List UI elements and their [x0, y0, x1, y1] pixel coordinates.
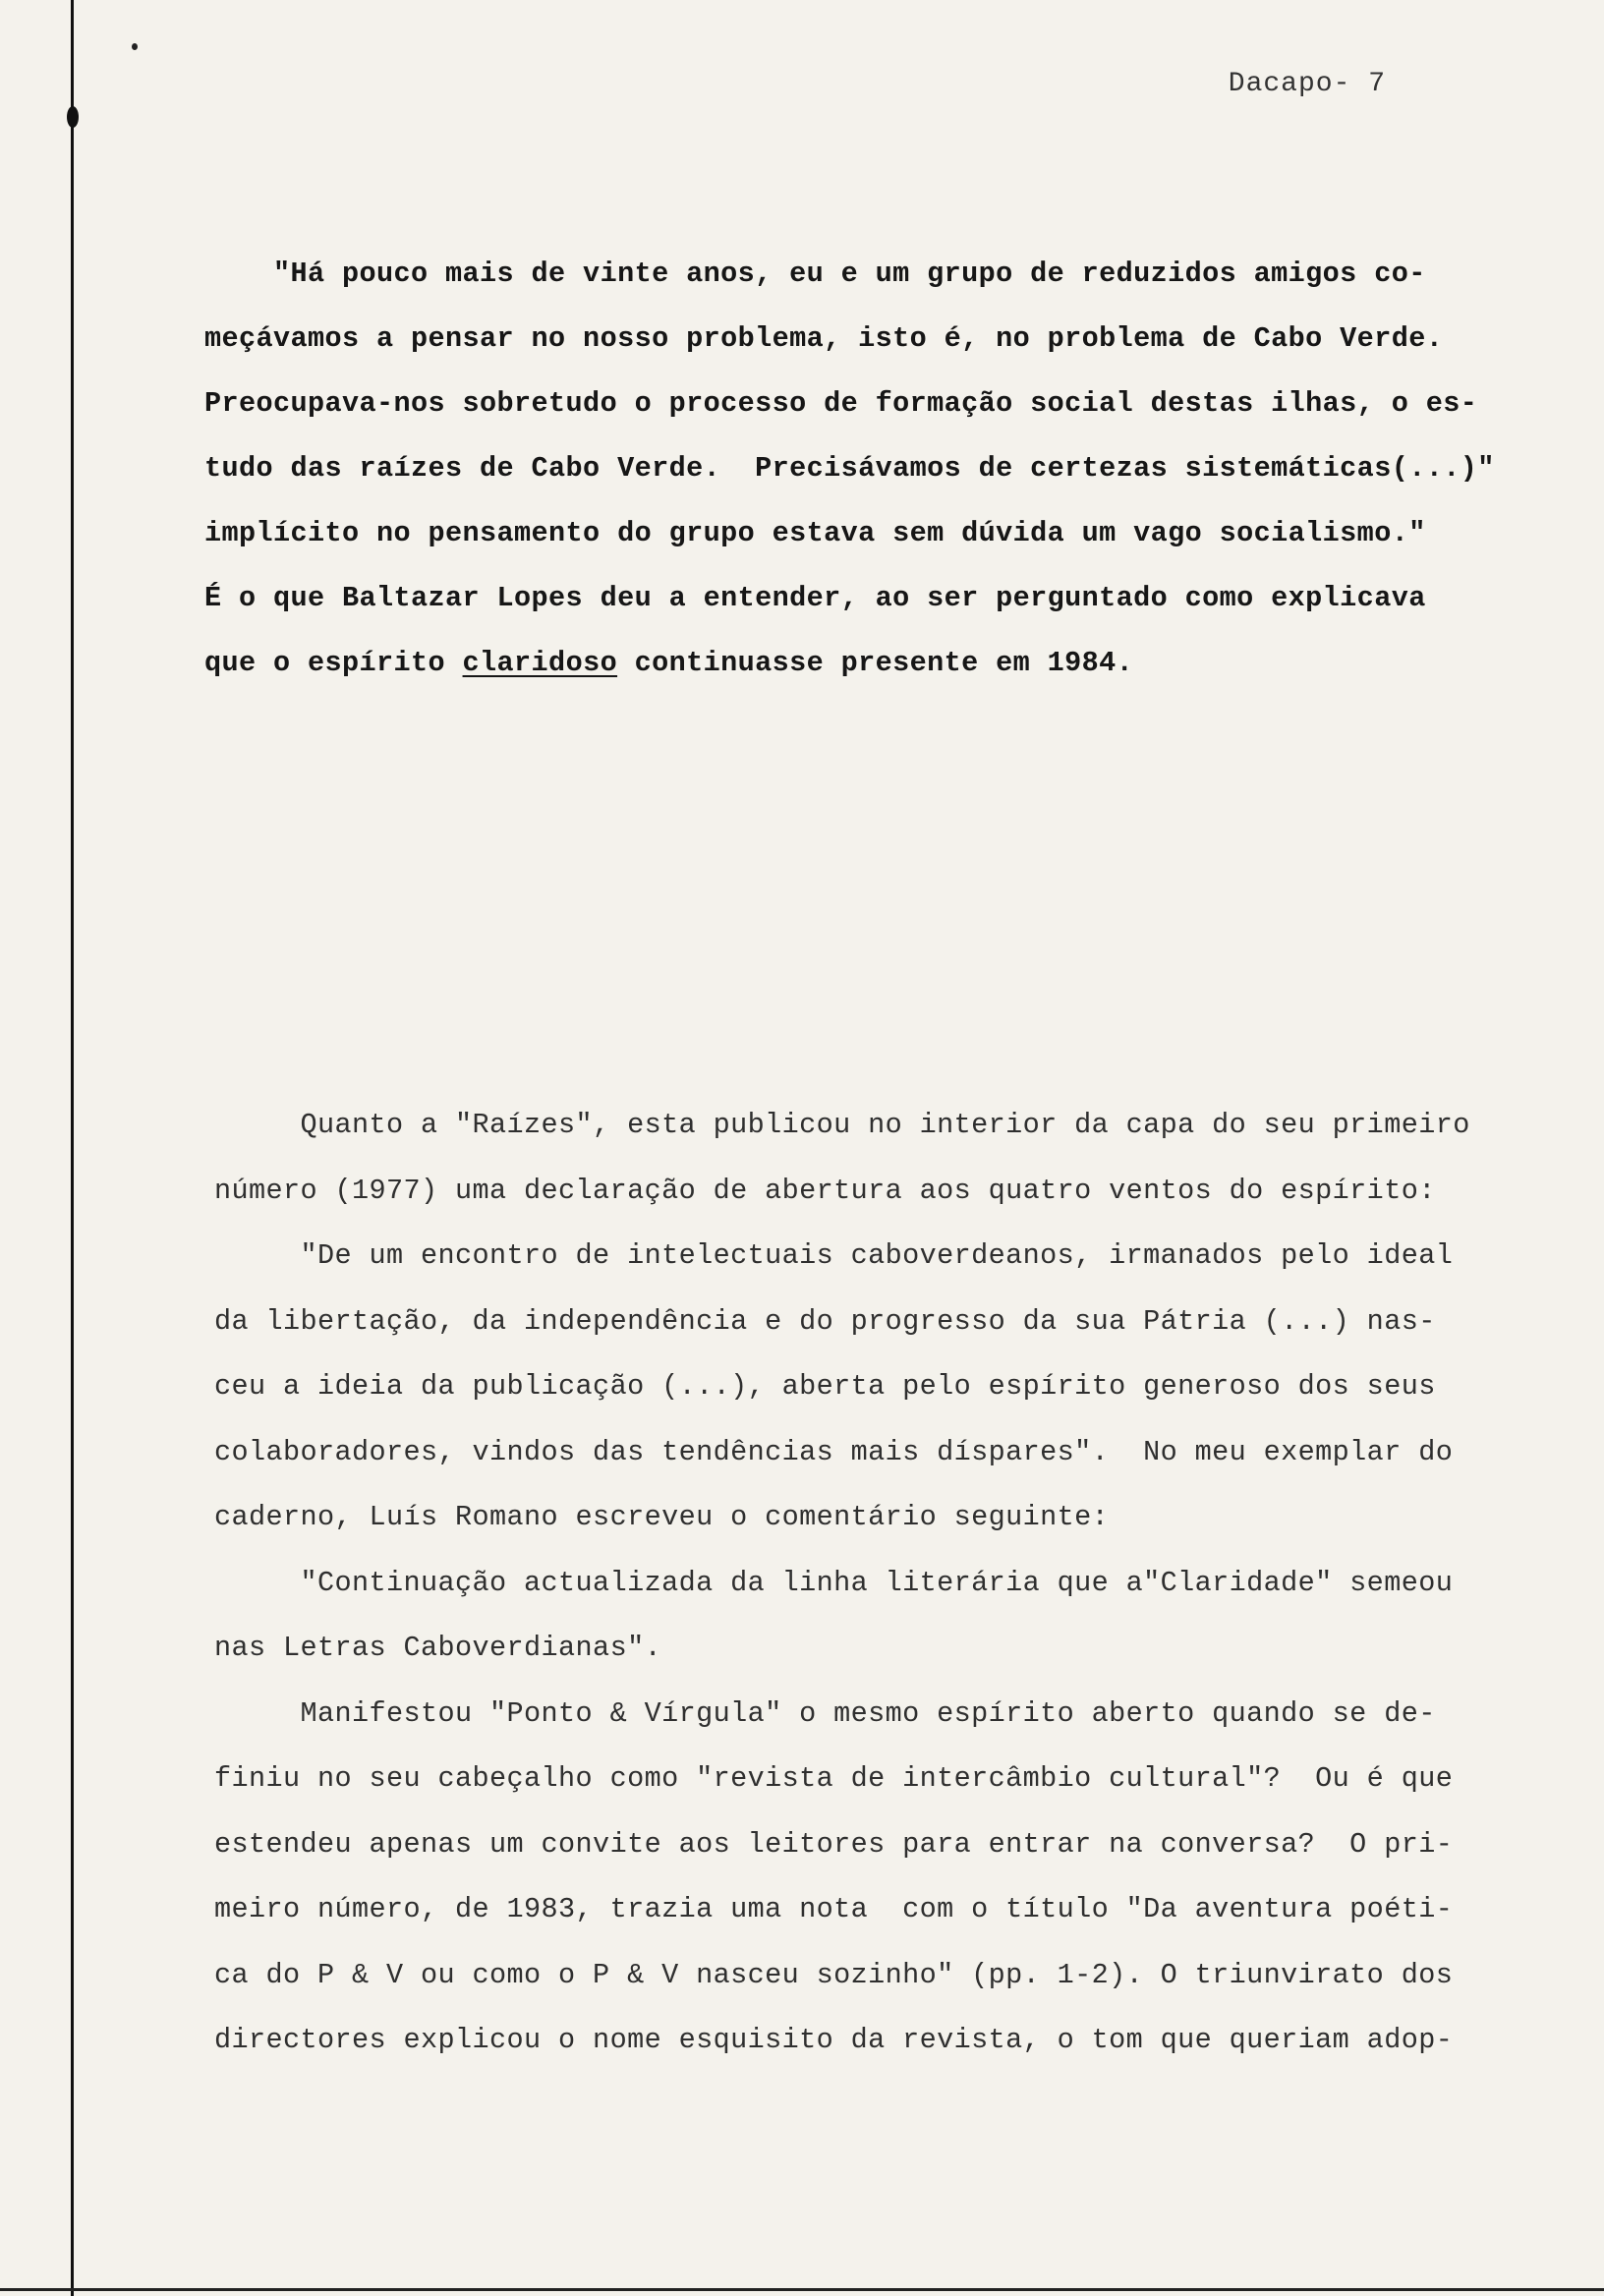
body-line: ca do P & V ou como o P & V nasceu sozinho" (pp. 1-2). O triunvirato dos — [214, 1958, 1454, 1991]
body-line: meiro número, de 1983, trazia uma nota com o título "Da aventura poéti- — [214, 1893, 1454, 1925]
page-number: Dacapo- 7 — [1228, 69, 1386, 99]
body-line: "De um encontro de intelectuais caboverdeanos, irmanados pelo ideal — [214, 1239, 1454, 1272]
body-line: ceu a ideia da publicação (...), aberta pelo espírito generoso dos seus — [214, 1370, 1436, 1403]
bottom-edge-rule — [0, 2288, 1604, 2291]
underlined-term: claridoso — [462, 647, 618, 679]
body-line: nas Letras Caboverdianas". — [214, 1632, 662, 1664]
text-segment: tudo das raízes de Cabo Verde. Precisávamos de certezas sistemáticas(...)" — [204, 452, 1495, 485]
quote-line — [204, 582, 1426, 614]
ink-dot — [132, 43, 138, 50]
quote-line — [204, 452, 1495, 485]
body-line: estendeu apenas um convite aos leitores para entrar na conversa? O pri- — [214, 1827, 1454, 1861]
body-line: número (1977) uma declaração de abertura aos quatro ventos do espírito: — [214, 1174, 1436, 1207]
body-line: "Continuação actualizada da linha literária que a"Claridade" semeou — [214, 1566, 1454, 1599]
quote-line — [204, 258, 1426, 290]
quote-line — [204, 517, 1426, 549]
body-line: directores explicou o nome esquisito da revista, o tom que queriam adop- — [214, 2024, 1454, 2056]
text-segment: meçávamos a pensar no nosso problema, isto é, no problema de Cabo Verde. — [204, 322, 1444, 355]
text-segment: "Há pouco mais de vinte anos, eu e um grupo de reduzidos amigos co- — [204, 258, 1426, 290]
text-segment: Preocupava-nos sobretudo o processo de formação social destas ilhas, o es- — [204, 387, 1478, 420]
body-line: Manifestou "Ponto & Vírgula" o mesmo espírito aberto quando se de- — [214, 1696, 1436, 1730]
body-line: caderno, Luís Romano escreveu o comentário seguinte: — [214, 1501, 1110, 1533]
quote-line — [204, 647, 1133, 679]
body-line: Quanto a "Raízes", esta publicou no interior da capa do seu primeiro — [214, 1109, 1470, 1141]
body-line: finiu no seu cabeçalho como "revista de intercâmbio cultural"? Ou é que — [214, 1762, 1454, 1795]
text-segment: É o que Baltazar Lopes deu a entender, ao ser perguntado como explicava — [204, 582, 1426, 614]
text-segment: implícito no pensamento do grupo estava sem dúvida um vago socialismo." — [204, 517, 1426, 549]
quote-line — [204, 322, 1443, 355]
text-segment: que o espírito — [204, 647, 463, 679]
quote-line — [204, 387, 1477, 420]
body-line: da libertação, da independência e do progresso da sua Pátria (...) nas- — [214, 1304, 1436, 1338]
text-segment: continuasse presente em 1984. — [617, 647, 1134, 679]
binding-hole-mark — [67, 106, 79, 128]
left-margin-rule — [71, 0, 74, 2296]
body-line: colaboradores, vindos das tendências mais díspares". No meu exemplar do — [214, 1435, 1454, 1468]
